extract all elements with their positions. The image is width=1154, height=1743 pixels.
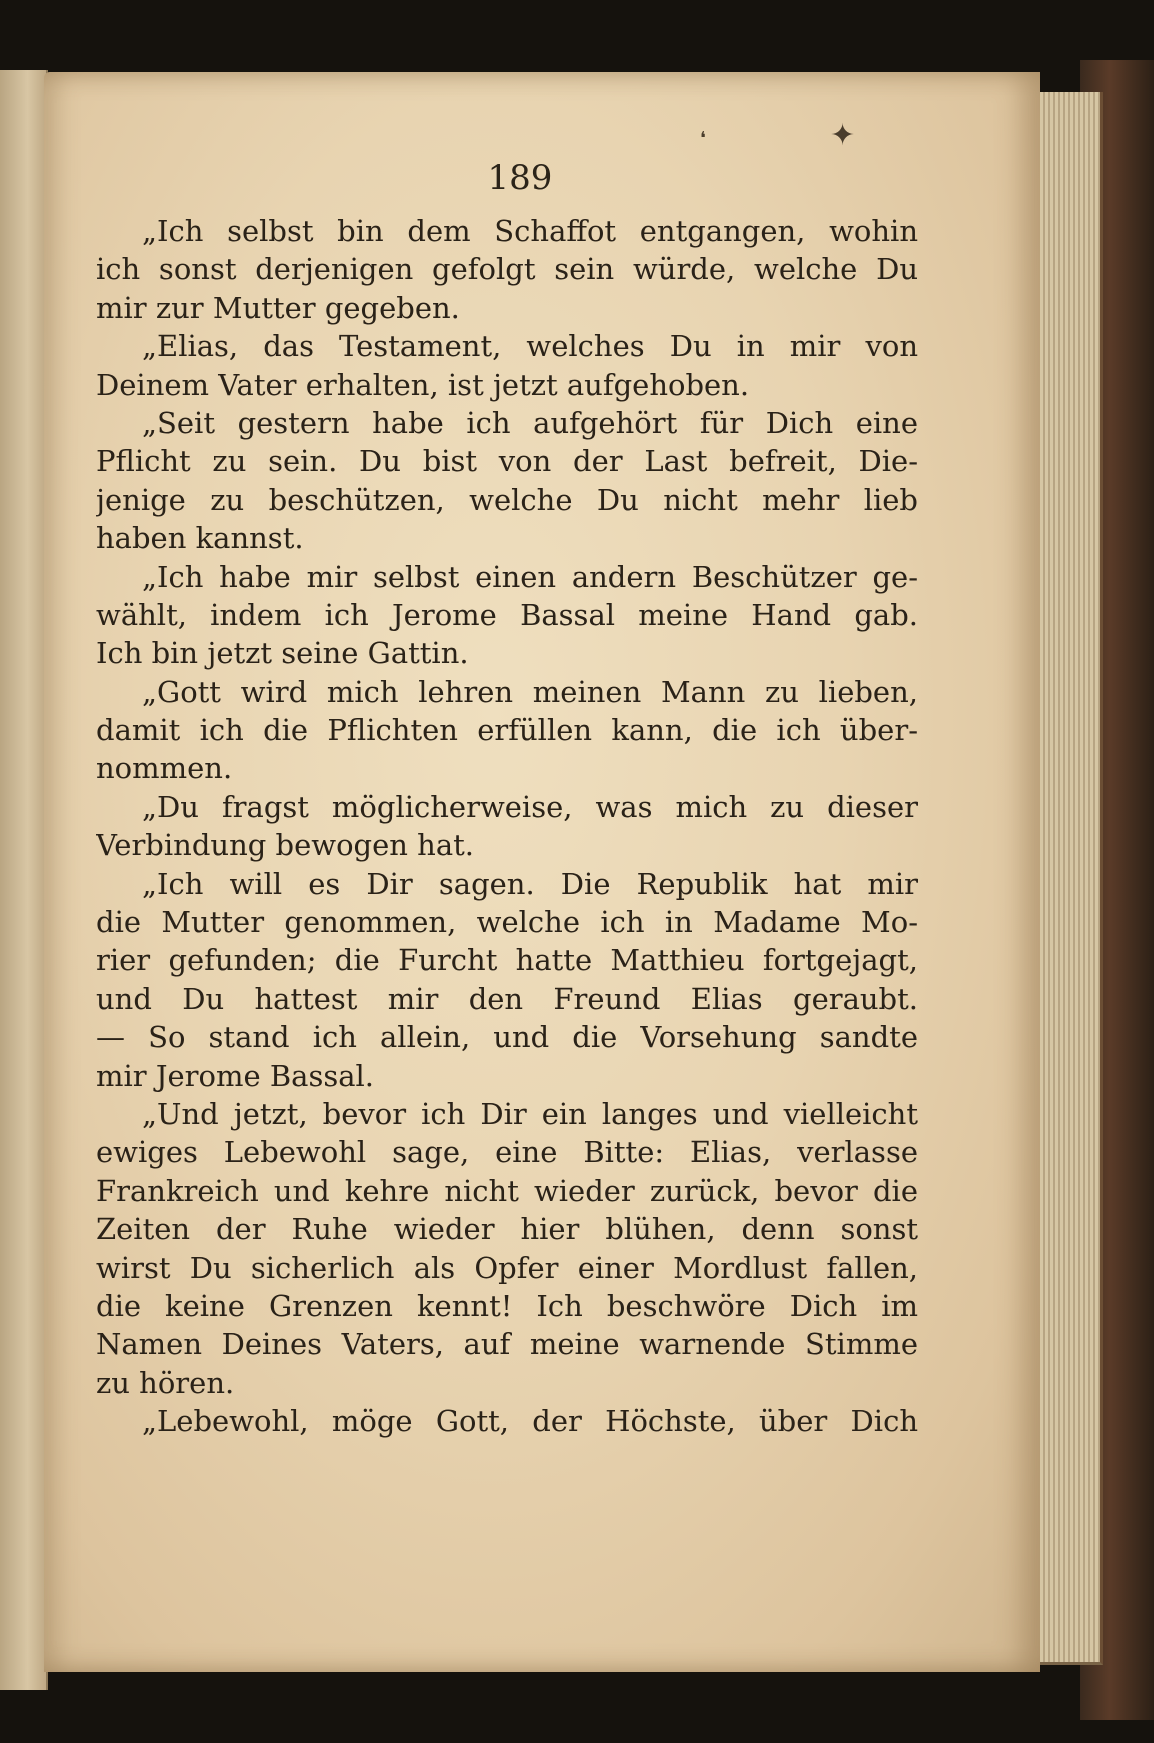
text-line: „Seit gestern habe ich aufgehört für Dich eine bbox=[142, 405, 918, 440]
text-line: ich sonst derjenigen gefolgt sein würde, welche Du bbox=[96, 252, 918, 287]
ink-blot-icon: ✦ bbox=[830, 118, 856, 153]
text-line: haben kannst. bbox=[96, 521, 304, 556]
text-line: Zeiten der Ruhe wieder hier blühen, denn sonst bbox=[96, 1212, 918, 1247]
text-line: und Du hattest mir den Freund Elias geraubt. bbox=[96, 981, 918, 1016]
text-line: Verbindung bewogen hat. bbox=[96, 828, 474, 863]
text-line: ewiges Lebewohl sage, eine Bitte: Elias, verlasse bbox=[96, 1135, 918, 1170]
text-line: rier gefunden; die Furcht hatte Matthieu fortgejagt, bbox=[96, 943, 918, 978]
text-line: Namen Deines Vaters, auf meine warnende Stimme bbox=[96, 1327, 918, 1362]
text-line: damit ich die Pflichten erfüllen kann, die ich über- bbox=[96, 713, 918, 748]
page-number: 189 bbox=[487, 158, 553, 198]
body-text bbox=[96, 212, 918, 1441]
text-line: mir zur Mutter gegeben. bbox=[96, 290, 460, 325]
text-line: Ich bin jetzt seine Gattin. bbox=[96, 636, 469, 671]
page-stack-edges bbox=[1030, 92, 1103, 1665]
text-line: „Du fragst möglicherweise, was mich zu dieser bbox=[142, 789, 918, 824]
text-line: „Gott wird mich lehren meinen Mann zu lieben, bbox=[142, 674, 918, 709]
ink-mark-icon: ❛ bbox=[700, 128, 706, 149]
text-line: „Elias, das Testament, welches Du in mir von bbox=[142, 329, 918, 364]
text-line: Deinem Vater erhalten, ist jetzt aufgehoben. bbox=[96, 367, 750, 402]
text-line: „Und jetzt, bevor ich Dir ein langes und vielleicht bbox=[142, 1096, 918, 1131]
text-line: — So stand ich allein, und die Vorsehung sandte bbox=[96, 1020, 918, 1055]
text-line: Pflicht zu sein. Du bist von der Last befreit, Die- bbox=[96, 444, 918, 479]
text-line: „Ich will es Dir sagen. Die Republik hat mir bbox=[142, 866, 918, 901]
text-line: mir Jerome Bassal. bbox=[96, 1058, 374, 1093]
text-line: „Ich selbst bin dem Schaffot entgangen, wohin bbox=[142, 214, 918, 248]
text-line: zu hören. bbox=[96, 1365, 235, 1400]
text-line: „Ich habe mir selbst einen andern Beschützer ge- bbox=[142, 559, 918, 594]
text-line: „Lebewohl, möge Gott, der Höchste, über Dich bbox=[142, 1404, 918, 1439]
text-line: die Mutter genommen, welche ich in Madame Mo- bbox=[96, 905, 918, 940]
text-line: nommen. bbox=[96, 751, 233, 786]
previous-page-edge bbox=[0, 70, 48, 1690]
text-line: wirst Du sicherlich als Opfer einer Mordlust fallen, bbox=[96, 1250, 918, 1285]
text-line: wählt, indem ich Jerome Bassal meine Hand gab. bbox=[96, 597, 918, 632]
text-line: jenige zu beschützen, welche Du nicht mehr lieb bbox=[96, 482, 918, 517]
text-line: Frankreich und kehre nicht wieder zurück, bevor die bbox=[96, 1173, 918, 1208]
text-line: die keine Grenzen kennt! Ich beschwöre Dich im bbox=[96, 1288, 918, 1323]
